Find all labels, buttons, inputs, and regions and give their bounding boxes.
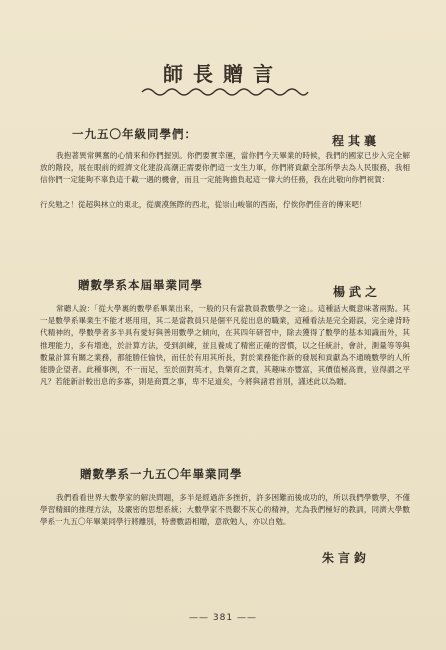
page-number: —— 381 —— — [189, 613, 257, 623]
section-paragraph: 常聽人說：「從大學裏的數學系畢業出來，一般的只有當教員教數學之一途」。這種話大概意味著兩點。其一是數學系畢業生不能才堪用用，其二是當教員只是個平凡從出息的職業，這種看法是完全錯誤，完全違背時代精神的，學數學者多半具有愛好與善用數學之傾向，在其四年研習中，除去獲得了數學的基本知識而外，其推理能力，多有增進，於計算方法，受到訓練，並且養成了精密正確的習慣，以之任統計，會計，測量等等與數量計算有關之業務，都能勝任愉快，而任於有用其所長，對於業務能作新的發展和貢獻為不通曉數學的人所能勝企望者。此種事例，不一而足，至於面對英才，負樂育之責，其趣味亦豐富，其價值極高貴，豈得謂之平凡？若能新計較出息的多寡，則是商賈之事，卑不足道矣，今將與諸君首別，謹述此以為贈。 — [40, 304, 410, 387]
section-paragraph: 我們看看世界大數學家的解決問題，多半是經過許多挫折，許多困難而後成功的，所以我們學數學，不僅學習精細的推理方法，及嚴密的思想系統；大數學家不畏艱不灰心的精神，尤為我們極好的教訓，同濟大學數學系一九五〇年畢業同學行將離別，特書數語相贈，意欲勉人，亦以自勉。 — [40, 493, 410, 527]
section-paragraph: 我抱著異常興奮的心情來和你們握別。你們要實幸運，當你們今天畢業的時候，我們的國家已步入完全解放的階段，展在眼前的經濟文化建設高潮正需要你們這一支生力軍，你們將貢獻全部所學去為人民服務，我相信你們一定能夠不辜負這千載一遇的機會，而且一定能夠擔負起這一偉大的任務，我在此敬向你們祝賀： — [40, 151, 410, 185]
section-paragraph: 行矣勉之！從超與林立的東北，從廣漠無際的西北，從崇山峻嶺的西南，佇俟你們佳音的傳來吧！ — [40, 200, 367, 209]
section-author: 朱言鈞 — [322, 551, 371, 565]
section-heading: 贈數學系本屆畢業同學 — [78, 278, 203, 292]
section-author: 程其襄 — [332, 134, 381, 148]
title-wave-ornament — [140, 86, 310, 98]
section-heading: 贈數學系一九五〇年畢業同學 — [80, 467, 243, 481]
section-author: 楊武之 — [333, 285, 382, 299]
page-title: 師長贈言 — [163, 62, 283, 86]
section-heading: 一九五〇年級同學們： — [72, 127, 197, 141]
